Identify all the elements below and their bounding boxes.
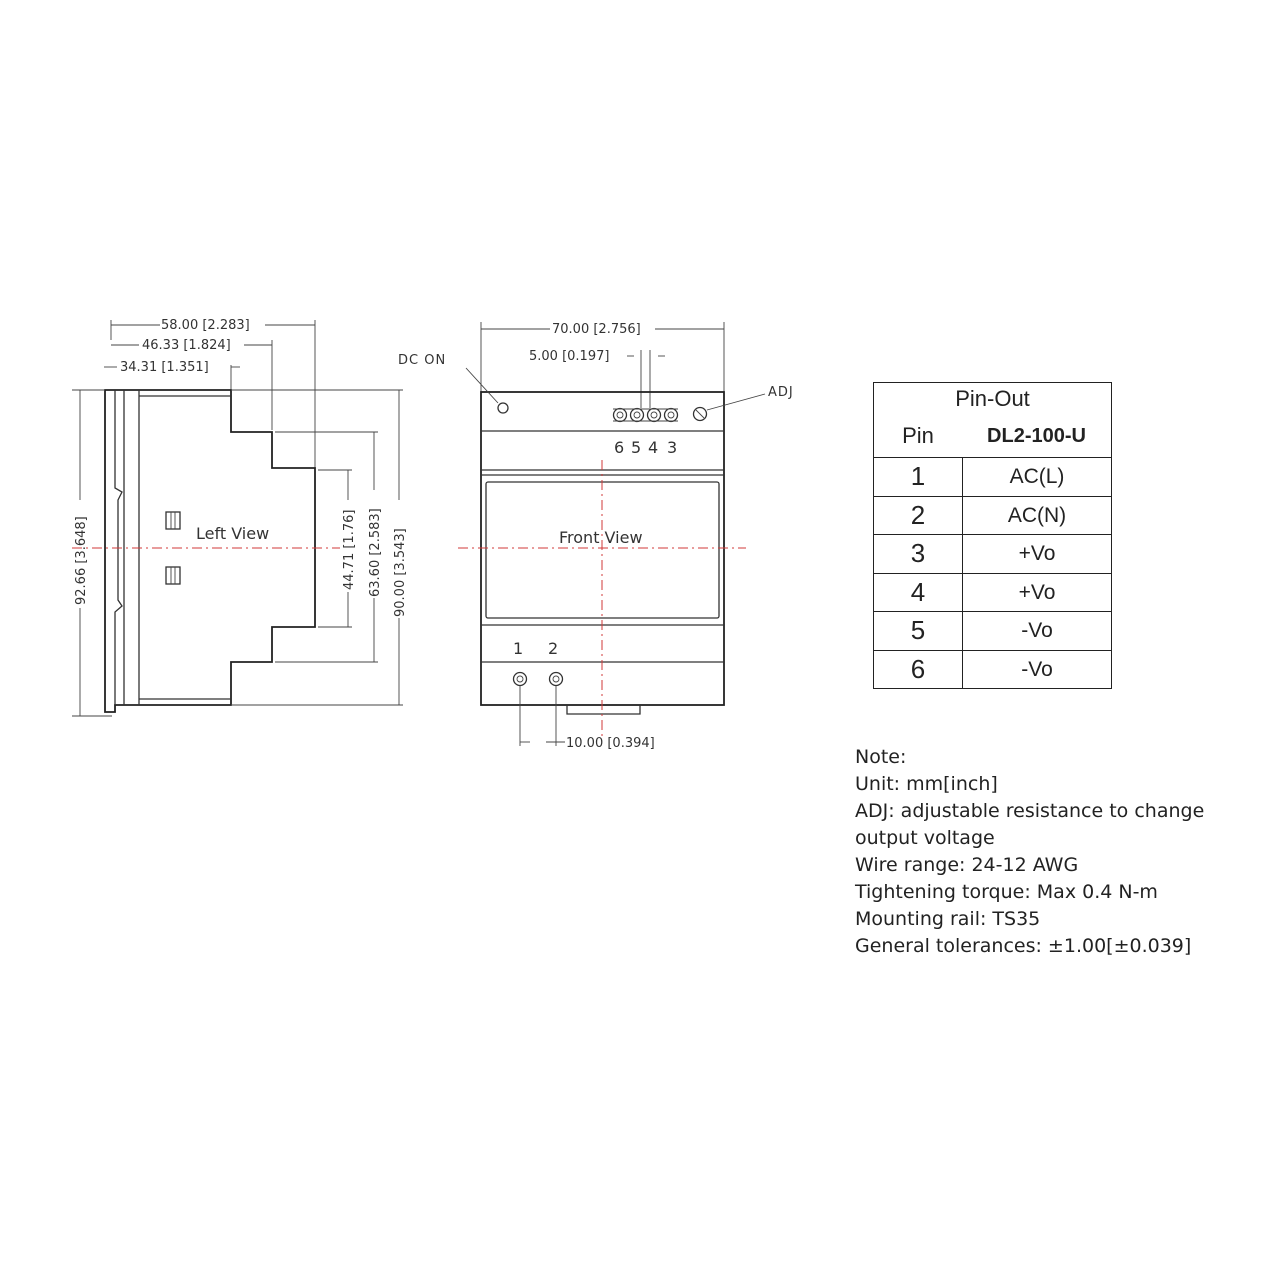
terminal-label-6: 6 (614, 438, 625, 457)
terminal-label-3: 3 (667, 438, 678, 457)
dc-on-label: DC ON (398, 353, 447, 368)
notes-block (855, 744, 1255, 960)
front-view-label: Front View (559, 528, 643, 547)
dim-height-outer: 92.66 [3.648] (74, 516, 89, 605)
dim-top-mid: 46.33 [1.824] (142, 338, 231, 353)
vent-slot-upper (166, 512, 180, 529)
terminal-label-1: 1 (513, 639, 524, 658)
front-view (398, 322, 794, 751)
left-view-body (105, 390, 315, 712)
terminal-label-2: 2 (548, 639, 559, 658)
note-line: Tightening torque: Max 0.4 N-m (855, 881, 1158, 903)
pinout-title: Pin-Out (955, 386, 1030, 411)
terminal-screw-icon (514, 673, 527, 686)
table-row (874, 535, 1111, 574)
table-row (874, 574, 1111, 613)
dim-terminal-pitch-top: 5.00 [0.197] (529, 349, 610, 364)
note-line: Wire range: 24-12 AWG (855, 854, 1079, 876)
note-line: ADJ: adjustable resistance to change (855, 800, 1205, 822)
terminal-screw-icon (648, 409, 661, 422)
note-line: Mounting rail: TS35 (855, 908, 1041, 930)
pin-function: AC(N) (1007, 503, 1067, 527)
left-top-dimensions (104, 318, 315, 470)
terminal-label-5: 5 (631, 438, 642, 457)
note-line: General tolerances: ±1.00[±0.039] (855, 935, 1192, 957)
table-row (874, 612, 1111, 651)
pin-function: -Vo (1021, 657, 1053, 681)
left-view (72, 318, 408, 716)
pinout-col-pin: Pin (902, 423, 934, 448)
left-view-label: Left View (196, 524, 270, 543)
pin-number: 5 (874, 612, 963, 650)
terminal-screw-icon (665, 409, 678, 422)
pin-function: AC(L) (1009, 465, 1065, 488)
pin-number: 6 (874, 651, 963, 689)
note-line: Unit: mm[inch] (855, 773, 998, 795)
pinout-col-model: DL2-100-U (987, 424, 1086, 447)
terminal-screw-icon (631, 409, 644, 422)
table-row (874, 497, 1111, 536)
top-terminal-block (613, 409, 678, 458)
pin-number: 4 (874, 574, 963, 612)
pin-function: +Vo (1018, 542, 1056, 565)
dim-front-width: 70.00 [2.756] (552, 322, 641, 337)
dim-top-overall: 58.00 [2.283] (161, 318, 250, 333)
terminal-label-4: 4 (648, 438, 659, 457)
dim-terminal-pitch-bottom: 10.00 [0.394] (566, 736, 655, 751)
adj-label: ADJ (768, 385, 794, 400)
pin-number: 1 (874, 458, 963, 496)
bottom-terminal-block (513, 639, 655, 751)
dim-height-mid: 63.60 [2.583] (368, 508, 383, 597)
table-row (874, 458, 1111, 497)
dc-on-led-icon (498, 403, 508, 413)
pin-number: 2 (874, 497, 963, 535)
table-row (874, 651, 1111, 689)
pinout-table (873, 382, 1112, 689)
dim-height-total: 90.00 [3.543] (393, 528, 408, 617)
pin-number: 3 (874, 535, 963, 573)
notes-title: Note: (855, 746, 907, 768)
dim-top-inner: 34.31 [1.351] (120, 360, 209, 375)
pin-function: +Vo (1018, 580, 1056, 604)
terminal-screw-icon (614, 409, 627, 422)
note-line: output voltage (855, 827, 995, 849)
left-vertical-dimensions (72, 390, 408, 716)
pinout-header-row (874, 415, 1111, 458)
dim-height-inner: 44.71 [1.76] (342, 509, 357, 590)
vent-slot-lower (166, 567, 180, 584)
front-top-pitch-dimension (529, 349, 665, 408)
pin-function: -Vo (1021, 619, 1053, 642)
terminal-screw-icon (550, 673, 563, 686)
